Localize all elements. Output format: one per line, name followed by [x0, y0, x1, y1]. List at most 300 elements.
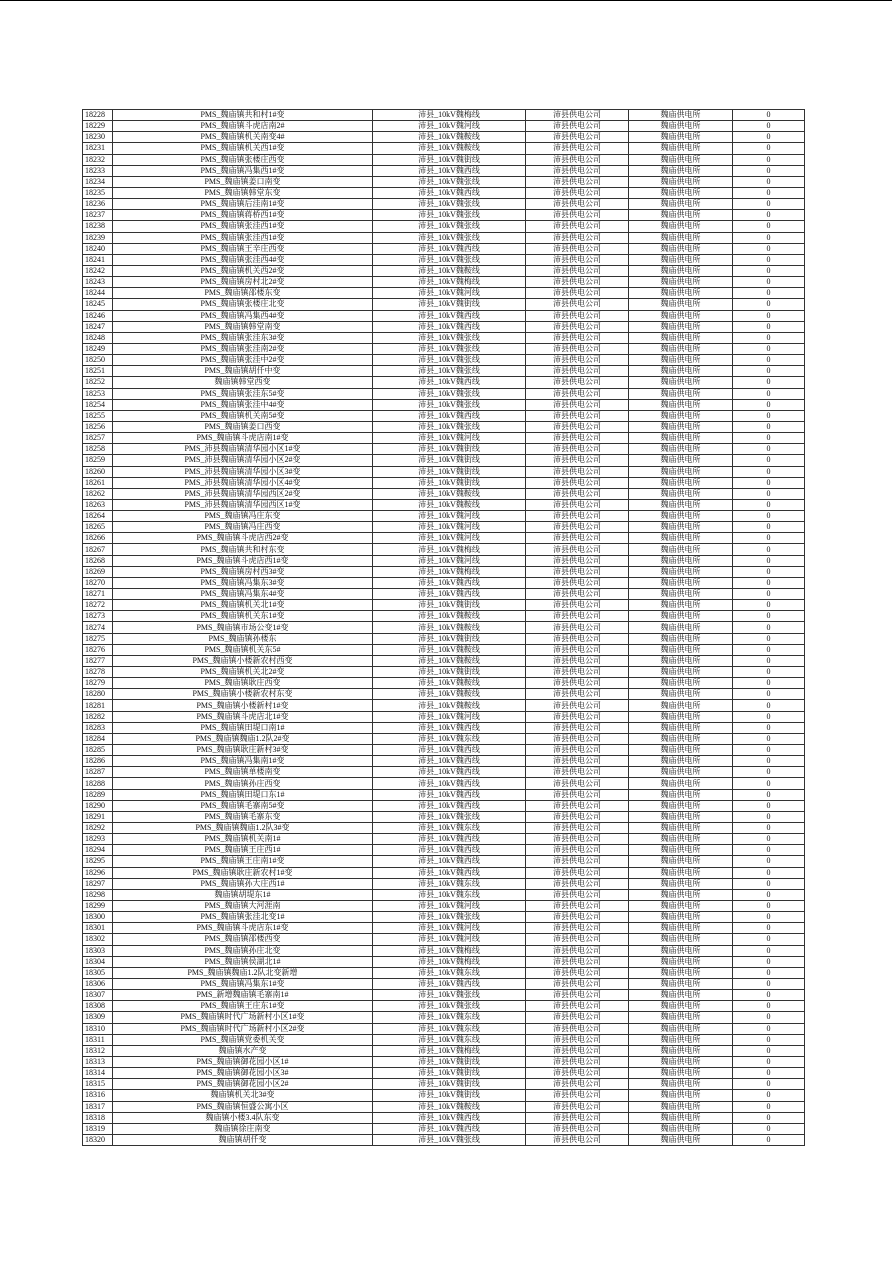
- station-cell: 魏庙供电所: [629, 722, 733, 733]
- line-cell: [373, 277, 526, 288]
- separator: _: [434, 544, 439, 554]
- line-label: 10kV魏街线: [438, 1057, 480, 1067]
- county-label: 沛县: [418, 422, 435, 431]
- table-row: [83, 655, 805, 666]
- county-label: 沛县: [418, 121, 435, 131]
- row-id-cell: 18265: [83, 522, 113, 533]
- line-cell: [373, 667, 526, 678]
- company-cell: 沛县供电公司: [526, 232, 629, 243]
- station-cell: 魏庙供电所: [629, 1134, 733, 1145]
- separator: _: [434, 990, 439, 1000]
- company-cell: 沛县供电公司: [526, 722, 629, 733]
- county-label: 沛县: [418, 856, 435, 866]
- transformer-name-cell: PMS_魏庙镇机关北2#变: [113, 667, 373, 678]
- row-id-cell: 18273: [83, 611, 113, 622]
- value-cell: 0: [733, 288, 805, 299]
- line-cell: [373, 967, 526, 978]
- county-label: 沛县: [418, 1112, 435, 1122]
- company-cell: 沛县供电公司: [526, 165, 629, 176]
- line-cell: [373, 265, 526, 276]
- row-id-cell: 18316: [83, 1090, 113, 1101]
- table-row: [83, 722, 805, 733]
- value-cell: 0: [733, 633, 805, 644]
- line-cell: [373, 1068, 526, 1079]
- row-id-cell: 18266: [83, 533, 113, 544]
- value-cell: 0: [733, 210, 805, 221]
- line-cell: [373, 767, 526, 778]
- value-cell: 0: [733, 165, 805, 176]
- table-row: [83, 1056, 805, 1067]
- separator: _: [434, 188, 439, 198]
- line-cell: [373, 466, 526, 477]
- line-label: 10kV魏河线: [438, 934, 480, 944]
- line-label: 10kV魏街线: [438, 154, 480, 164]
- separator: _: [434, 778, 439, 788]
- line-label: 10kV魏张线: [438, 332, 480, 342]
- transformer-name-cell: PMS_魏庙镇胡仟中变: [113, 366, 373, 377]
- transformer-name-cell: PMS_魏庙镇时代广场新村小区1#变: [113, 1012, 373, 1023]
- value-cell: 0: [733, 1068, 805, 1079]
- transformer-name-cell: PMS_魏庙镇邵楼西变: [113, 934, 373, 945]
- station-cell: 魏庙供电所: [629, 288, 733, 299]
- line-label: 10kV魏街线: [438, 299, 480, 309]
- county-label: 沛县: [418, 867, 435, 877]
- transformer-name-cell: PMS_魏庙镇蒋桥西1#变: [113, 210, 373, 221]
- row-id-cell: 18286: [83, 756, 113, 767]
- transformer-name-cell: PMS_魏庙镇冯集西4#变: [113, 310, 373, 321]
- row-id-cell: 18299: [83, 900, 113, 911]
- line-cell: [373, 889, 526, 900]
- transformer-name-cell: 魏庙镇胡仟变: [113, 1134, 373, 1145]
- value-cell: 0: [733, 511, 805, 522]
- value-cell: 0: [733, 488, 805, 499]
- line-cell: [373, 444, 526, 455]
- company-cell: 沛县供电公司: [526, 733, 629, 744]
- table-row: [83, 121, 805, 132]
- line-cell: [373, 745, 526, 756]
- table-row: [83, 956, 805, 967]
- table-row: [83, 678, 805, 689]
- line-cell: [373, 611, 526, 622]
- line-label: 10kV魏河线: [438, 533, 480, 543]
- line-cell: [373, 655, 526, 666]
- transformer-name-cell: PMS_魏庙镇韩堂东变: [113, 187, 373, 198]
- value-cell: 0: [733, 232, 805, 243]
- value-cell: 0: [733, 611, 805, 622]
- company-cell: 沛县供电公司: [526, 288, 629, 299]
- table-row: [83, 110, 805, 121]
- county-label: 沛县: [418, 934, 435, 944]
- line-label: 10kV魏河线: [438, 288, 480, 298]
- value-cell: 0: [733, 667, 805, 678]
- line-label: 10kV魏街线: [438, 455, 480, 465]
- county-label: 沛县: [418, 1101, 435, 1111]
- company-cell: 沛县供电公司: [526, 878, 629, 889]
- line-cell: [373, 811, 526, 822]
- company-cell: 沛县供电公司: [526, 176, 629, 187]
- station-cell: 魏庙供电所: [629, 689, 733, 700]
- transformer-name-cell: PMS_魏庙镇冯集南1#变: [113, 756, 373, 767]
- line-cell: [373, 310, 526, 321]
- value-cell: 0: [733, 756, 805, 767]
- separator: _: [434, 633, 439, 643]
- county-label: 沛县: [418, 834, 435, 844]
- line-cell: [373, 321, 526, 332]
- separator: _: [434, 566, 439, 576]
- table-row: [83, 1101, 805, 1112]
- table-row: [83, 1068, 805, 1079]
- table-row: [83, 377, 805, 388]
- value-cell: 0: [733, 733, 805, 744]
- transformer-name-cell: 魏庙镇机关北3#变: [113, 1090, 373, 1101]
- station-cell: 魏庙供电所: [629, 756, 733, 767]
- company-cell: 沛县供电公司: [526, 711, 629, 722]
- county-label: 沛县: [418, 945, 435, 955]
- line-label: 10kV魏张线: [438, 912, 480, 922]
- line-label: 10kV魏街线: [438, 444, 480, 454]
- county-label: 沛县: [418, 110, 435, 120]
- separator: _: [434, 1112, 439, 1122]
- value-cell: 0: [733, 990, 805, 1001]
- company-cell: 沛县供电公司: [526, 277, 629, 288]
- transformer-name-cell: PMS_魏庙镇大河涯南: [113, 900, 373, 911]
- line-cell: [373, 934, 526, 945]
- table-row: [83, 689, 805, 700]
- company-cell: 沛县供电公司: [526, 923, 629, 934]
- transformer-name-cell: PMS_沛县魏庙镇清华园西区2#变: [113, 488, 373, 499]
- value-cell: 0: [733, 555, 805, 566]
- table-row: [83, 488, 805, 499]
- line-cell: [373, 1056, 526, 1067]
- separator: _: [434, 466, 439, 476]
- separator: _: [434, 934, 439, 944]
- row-id-cell: 18248: [83, 332, 113, 343]
- transformer-name-cell: PMS_魏庙镇单楼南变: [113, 767, 373, 778]
- value-cell: 0: [733, 477, 805, 488]
- station-cell: 魏庙供电所: [629, 421, 733, 432]
- company-cell: 沛县供电公司: [526, 321, 629, 332]
- row-id-cell: 18240: [83, 243, 113, 254]
- company-cell: 沛县供电公司: [526, 778, 629, 789]
- table-row: [83, 1045, 805, 1056]
- value-cell: 0: [733, 388, 805, 399]
- station-cell: 魏庙供电所: [629, 332, 733, 343]
- county-label: 沛县: [418, 188, 435, 198]
- line-cell: [373, 722, 526, 733]
- line-cell: [373, 176, 526, 187]
- row-id-cell: 18311: [83, 1034, 113, 1045]
- station-cell: 魏庙供电所: [629, 767, 733, 778]
- row-id-cell: 18278: [83, 667, 113, 678]
- station-cell: 魏庙供电所: [629, 845, 733, 856]
- separator: _: [434, 889, 439, 899]
- station-cell: 魏庙供电所: [629, 132, 733, 143]
- row-id-cell: 18304: [83, 956, 113, 967]
- value-cell: 0: [733, 455, 805, 466]
- value-cell: 0: [733, 577, 805, 588]
- row-id-cell: 18234: [83, 176, 113, 187]
- value-cell: 0: [733, 689, 805, 700]
- company-cell: 沛县供电公司: [526, 1090, 629, 1101]
- transformer-name-cell: PMS_魏庙镇王辛庄西变: [113, 243, 373, 254]
- county-label: 沛县: [418, 655, 435, 665]
- line-label: 10kV魏张线: [438, 254, 480, 264]
- transformer-name-cell: PMS_沛县魏庙镇清华园小区1#变: [113, 444, 373, 455]
- line-cell: [373, 622, 526, 633]
- row-id-cell: 18320: [83, 1134, 113, 1145]
- company-cell: 沛县供电公司: [526, 355, 629, 366]
- separator: _: [434, 533, 439, 543]
- transformer-name-cell: PMS_魏庙镇机关西1#变: [113, 143, 373, 154]
- row-id-cell: 18289: [83, 789, 113, 800]
- station-cell: 魏庙供电所: [629, 277, 733, 288]
- line-label: 10kV魏东线: [438, 967, 480, 977]
- county-label: 沛县: [418, 644, 435, 654]
- separator: _: [434, 176, 439, 186]
- transformer-name-cell: PMS_魏庙镇孙楼东: [113, 633, 373, 644]
- line-cell: [373, 488, 526, 499]
- line-cell: [373, 1045, 526, 1056]
- station-cell: 魏庙供电所: [629, 745, 733, 756]
- row-id-cell: 18282: [83, 711, 113, 722]
- line-cell: [373, 600, 526, 611]
- transformer-name-cell: PMS_魏庙镇姜口西变: [113, 421, 373, 432]
- value-cell: 0: [733, 566, 805, 577]
- county-label: 沛县: [418, 990, 435, 1000]
- line-cell: [373, 221, 526, 232]
- value-cell: 0: [733, 544, 805, 555]
- separator: _: [434, 522, 439, 532]
- row-id-cell: 18255: [83, 410, 113, 421]
- table-row: [83, 265, 805, 276]
- value-cell: 0: [733, 499, 805, 510]
- company-cell: 沛县供电公司: [526, 600, 629, 611]
- line-cell: [373, 243, 526, 254]
- value-cell: 0: [733, 655, 805, 666]
- county-label: 沛县: [418, 1034, 435, 1044]
- transformer-table: [82, 109, 805, 1146]
- line-label: 10kV魏张线: [438, 232, 480, 242]
- county-label: 沛县: [418, 1090, 435, 1100]
- line-label: 10kV魏西线: [438, 1112, 480, 1122]
- separator: _: [434, 1123, 439, 1133]
- table-row: [83, 912, 805, 923]
- transformer-name-cell: PMS_魏庙镇耿庄新农村1#变: [113, 867, 373, 878]
- line-cell: [373, 555, 526, 566]
- row-id-cell: 18297: [83, 878, 113, 889]
- station-cell: 魏庙供电所: [629, 455, 733, 466]
- transformer-name-cell: PMS_魏庙镇御花园小区2#: [113, 1079, 373, 1090]
- transformer-name-cell: PMS_魏庙镇斗虎店西1#变: [113, 555, 373, 566]
- line-cell: [373, 110, 526, 121]
- separator: _: [434, 165, 439, 175]
- company-cell: 沛县供电公司: [526, 1079, 629, 1090]
- separator: _: [434, 232, 439, 242]
- table-row: [83, 388, 805, 399]
- line-cell: [373, 388, 526, 399]
- line-label: 10kV魏鞍线: [438, 132, 480, 142]
- county-label: 沛县: [418, 154, 435, 164]
- table-row: [83, 856, 805, 867]
- line-cell: [373, 978, 526, 989]
- transformer-name-cell: PMS_魏庙镇冯集东4#变: [113, 589, 373, 600]
- value-cell: 0: [733, 444, 805, 455]
- line-cell: [373, 1112, 526, 1123]
- transformer-name-cell: PMS_魏庙镇共和村1#变: [113, 110, 373, 121]
- line-cell: [373, 700, 526, 711]
- company-cell: 沛县供电公司: [526, 990, 629, 1001]
- line-label: 10kV魏张线: [438, 366, 480, 376]
- line-cell: [373, 711, 526, 722]
- separator: _: [434, 845, 439, 855]
- separator: _: [434, 577, 439, 587]
- row-id-cell: 18252: [83, 377, 113, 388]
- table-row: [83, 889, 805, 900]
- line-label: 10kV魏梅线: [438, 945, 480, 955]
- value-cell: 0: [733, 243, 805, 254]
- row-id-cell: 18244: [83, 288, 113, 299]
- county-label: 沛县: [418, 488, 435, 498]
- separator: _: [434, 1034, 439, 1044]
- station-cell: 魏庙供电所: [629, 655, 733, 666]
- station-cell: 魏庙供电所: [629, 321, 733, 332]
- transformer-name-cell: PMS_魏庙镇时代广场新村小区2#变: [113, 1023, 373, 1034]
- transformer-name-cell: PMS_魏庙镇邵楼东变: [113, 288, 373, 299]
- station-cell: 魏庙供电所: [629, 533, 733, 544]
- separator: _: [434, 299, 439, 309]
- line-label: 10kV魏街线: [438, 633, 480, 643]
- transformer-name-cell: PMS_魏庙镇机关西2#变: [113, 265, 373, 276]
- county-label: 沛县: [418, 967, 435, 977]
- line-label: 10kV魏鞍线: [438, 655, 480, 665]
- line-cell: [373, 589, 526, 600]
- transformer-name-cell: PMS_魏庙镇魏庙1.2队2#变: [113, 733, 373, 744]
- line-label: 10kV魏街线: [438, 600, 480, 610]
- separator: _: [434, 1045, 439, 1055]
- value-cell: 0: [733, 867, 805, 878]
- separator: _: [434, 923, 439, 933]
- station-cell: 魏庙供电所: [629, 711, 733, 722]
- line-label: 10kV魏梅线: [438, 956, 480, 966]
- line-cell: [373, 1034, 526, 1045]
- value-cell: 0: [733, 856, 805, 867]
- county-label: 沛县: [418, 600, 435, 610]
- row-id-cell: 18271: [83, 589, 113, 600]
- company-cell: 沛县供电公司: [526, 745, 629, 756]
- transformer-name-cell: PMS_魏庙镇毛寨南5#变: [113, 800, 373, 811]
- line-label: 10kV魏河线: [438, 901, 480, 911]
- line-cell: [373, 499, 526, 510]
- transformer-name-cell: PMS_魏庙镇市场公变1#变: [113, 622, 373, 633]
- row-id-cell: 18313: [83, 1056, 113, 1067]
- county-label: 沛县: [418, 143, 435, 153]
- separator: _: [434, 767, 439, 777]
- station-cell: 魏庙供电所: [629, 600, 733, 611]
- line-cell: [373, 210, 526, 221]
- table-row: [83, 477, 805, 488]
- line-cell: [373, 778, 526, 789]
- station-cell: 魏庙供电所: [629, 444, 733, 455]
- value-cell: 0: [733, 711, 805, 722]
- line-cell: [373, 867, 526, 878]
- transformer-name-cell: PMS_魏庙镇耿庄新村3#变: [113, 745, 373, 756]
- line-cell: [373, 121, 526, 132]
- company-cell: 沛县供电公司: [526, 210, 629, 221]
- line-label: 10kV魏西线: [438, 377, 480, 387]
- company-cell: 沛县供电公司: [526, 700, 629, 711]
- line-label: 10kV魏张线: [438, 399, 480, 409]
- transformer-name-cell: PMS_魏庙镇御花园小区3#: [113, 1068, 373, 1079]
- line-label: 10kV魏西线: [438, 979, 480, 989]
- row-id-cell: 18294: [83, 845, 113, 856]
- county-label: 沛县: [418, 823, 435, 833]
- table-row: [83, 232, 805, 243]
- row-id-cell: 18314: [83, 1068, 113, 1079]
- line-cell: [373, 254, 526, 265]
- row-id-cell: 18249: [83, 343, 113, 354]
- line-cell: [373, 756, 526, 767]
- line-cell: [373, 165, 526, 176]
- table-row: [83, 923, 805, 934]
- transformer-name-cell: PMS_魏庙镇张洼东3#变: [113, 332, 373, 343]
- county-label: 沛县: [418, 811, 435, 821]
- table-row: [83, 288, 805, 299]
- company-cell: 沛县供电公司: [526, 756, 629, 767]
- value-cell: 0: [733, 1056, 805, 1067]
- separator: _: [434, 945, 439, 955]
- line-label: 10kV魏西线: [438, 165, 480, 175]
- company-cell: 沛县供电公司: [526, 533, 629, 544]
- county-label: 沛县: [418, 889, 435, 899]
- row-id-cell: 18293: [83, 834, 113, 845]
- value-cell: 0: [733, 1012, 805, 1023]
- line-label: 10kV魏西线: [438, 845, 480, 855]
- value-cell: 0: [733, 277, 805, 288]
- line-cell: [373, 789, 526, 800]
- county-label: 沛县: [418, 733, 435, 743]
- row-id-cell: 18241: [83, 254, 113, 265]
- transformer-name-cell: PMS_魏庙镇田堤口南1#: [113, 722, 373, 733]
- row-id-cell: 18253: [83, 388, 113, 399]
- line-label: 10kV魏河线: [438, 711, 480, 721]
- line-label: 10kV魏西线: [438, 589, 480, 599]
- separator: _: [434, 377, 439, 387]
- row-id-cell: 18264: [83, 511, 113, 522]
- table-row: [83, 187, 805, 198]
- station-cell: 魏庙供电所: [629, 789, 733, 800]
- row-id-cell: 18310: [83, 1023, 113, 1034]
- company-cell: 沛县供电公司: [526, 1023, 629, 1034]
- line-cell: [373, 644, 526, 655]
- table-row: [83, 667, 805, 678]
- separator: _: [434, 667, 439, 677]
- row-id-cell: 18291: [83, 811, 113, 822]
- separator: _: [434, 433, 439, 443]
- county-label: 沛县: [418, 254, 435, 264]
- row-id-cell: 18305: [83, 967, 113, 978]
- line-cell: [373, 410, 526, 421]
- county-label: 沛县: [418, 377, 435, 387]
- table-row: [83, 823, 805, 834]
- transformer-name-cell: PMS_魏庙镇机关南变4#: [113, 132, 373, 143]
- value-cell: 0: [733, 421, 805, 432]
- county-label: 沛县: [418, 522, 435, 532]
- station-cell: 魏庙供电所: [629, 923, 733, 934]
- value-cell: 0: [733, 600, 805, 611]
- row-id-cell: 18236: [83, 199, 113, 210]
- row-id-cell: 18260: [83, 466, 113, 477]
- line-cell: [373, 511, 526, 522]
